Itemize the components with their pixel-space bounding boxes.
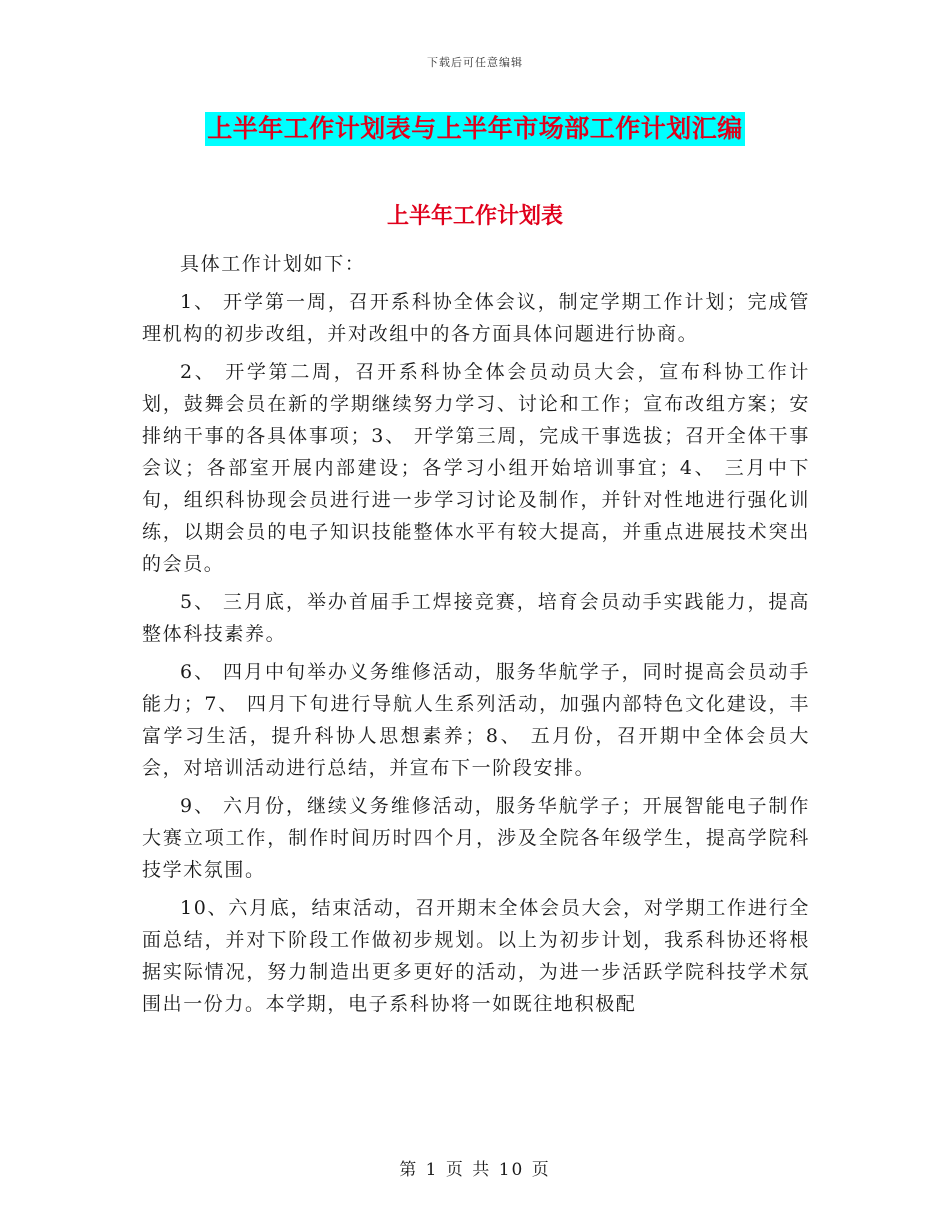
document-title-wrapper — [0, 112, 950, 146]
header-note: 下载后可任意编辑 — [427, 56, 523, 69]
page-footer: 第 1 页 共 10 页 — [399, 1160, 551, 1180]
paragraph-item-10: 10、六月底，结束活动，召开期末全体会员大会，对学期工作进行全面总结，并对下阶段工作做初步规划。以上为初步计划，我系科协还将根据实际情况，努力制造出更多更好的活动，为进一步活跃学院科技学术氛围出一份力。本学期，电子系科协将一如既往地积极配 — [142, 897, 810, 1015]
paragraph-item-5: 5、 三月底，举办首届手工焊接竞赛，培育会员动手实践能力，提高整体科技素养。 — [142, 591, 810, 645]
section-title: 上半年工作计划表 — [386, 203, 563, 229]
paragraph-item-2: 2、 开学第二周，召开系科协全体会员动员大会，宣布科协工作计划，鼓舞会员在新的学期继续努力学习、讨论和工作；宣布改组方案；安排纳干事的各具体事项；3、 开学第三周，完成干事选拔；召开全体干事会议；各部室开展内部建设；各学习小组开始培训事宜；4、 三月中下旬，组织科协现会员进行进一步学习讨论及制作，并针对性地进行强化训练，以期会员的电子知识技能整体水平有较大提高，并重点进展技术突出的会员。 — [142, 361, 810, 575]
document-body — [142, 248, 810, 1026]
document-title: 上半年工作计划表与上半年市场部工作计划汇编 — [205, 112, 745, 146]
paragraph-item-9: 9、 六月份，继续义务维修活动，服务华航学子；开展智能电子制作大赛立项工作，制作时间历时四个月，涉及全院各年级学生，提高学院科技学术氛围。 — [142, 795, 810, 881]
paragraph-item-1: 1、 开学第一周，召开系科协全体会议，制定学期工作计划；完成管理机构的初步改组，并对改组中的各方面具体问题进行协商。 — [142, 291, 810, 345]
paragraph-item-6: 6、 四月中旬举办义务维修活动，服务华航学子，同时提高会员动手能力；7、 四月下旬进行导航人生系列活动，加强内部特色文化建设，丰富学习生活，提升科协人思想素养；8、 五月份，召开期中全体会员大会，对培训活动进行总结，并宣布下一阶段安排。 — [142, 661, 810, 779]
paragraph-intro: 具体工作计划如下： — [180, 253, 366, 275]
